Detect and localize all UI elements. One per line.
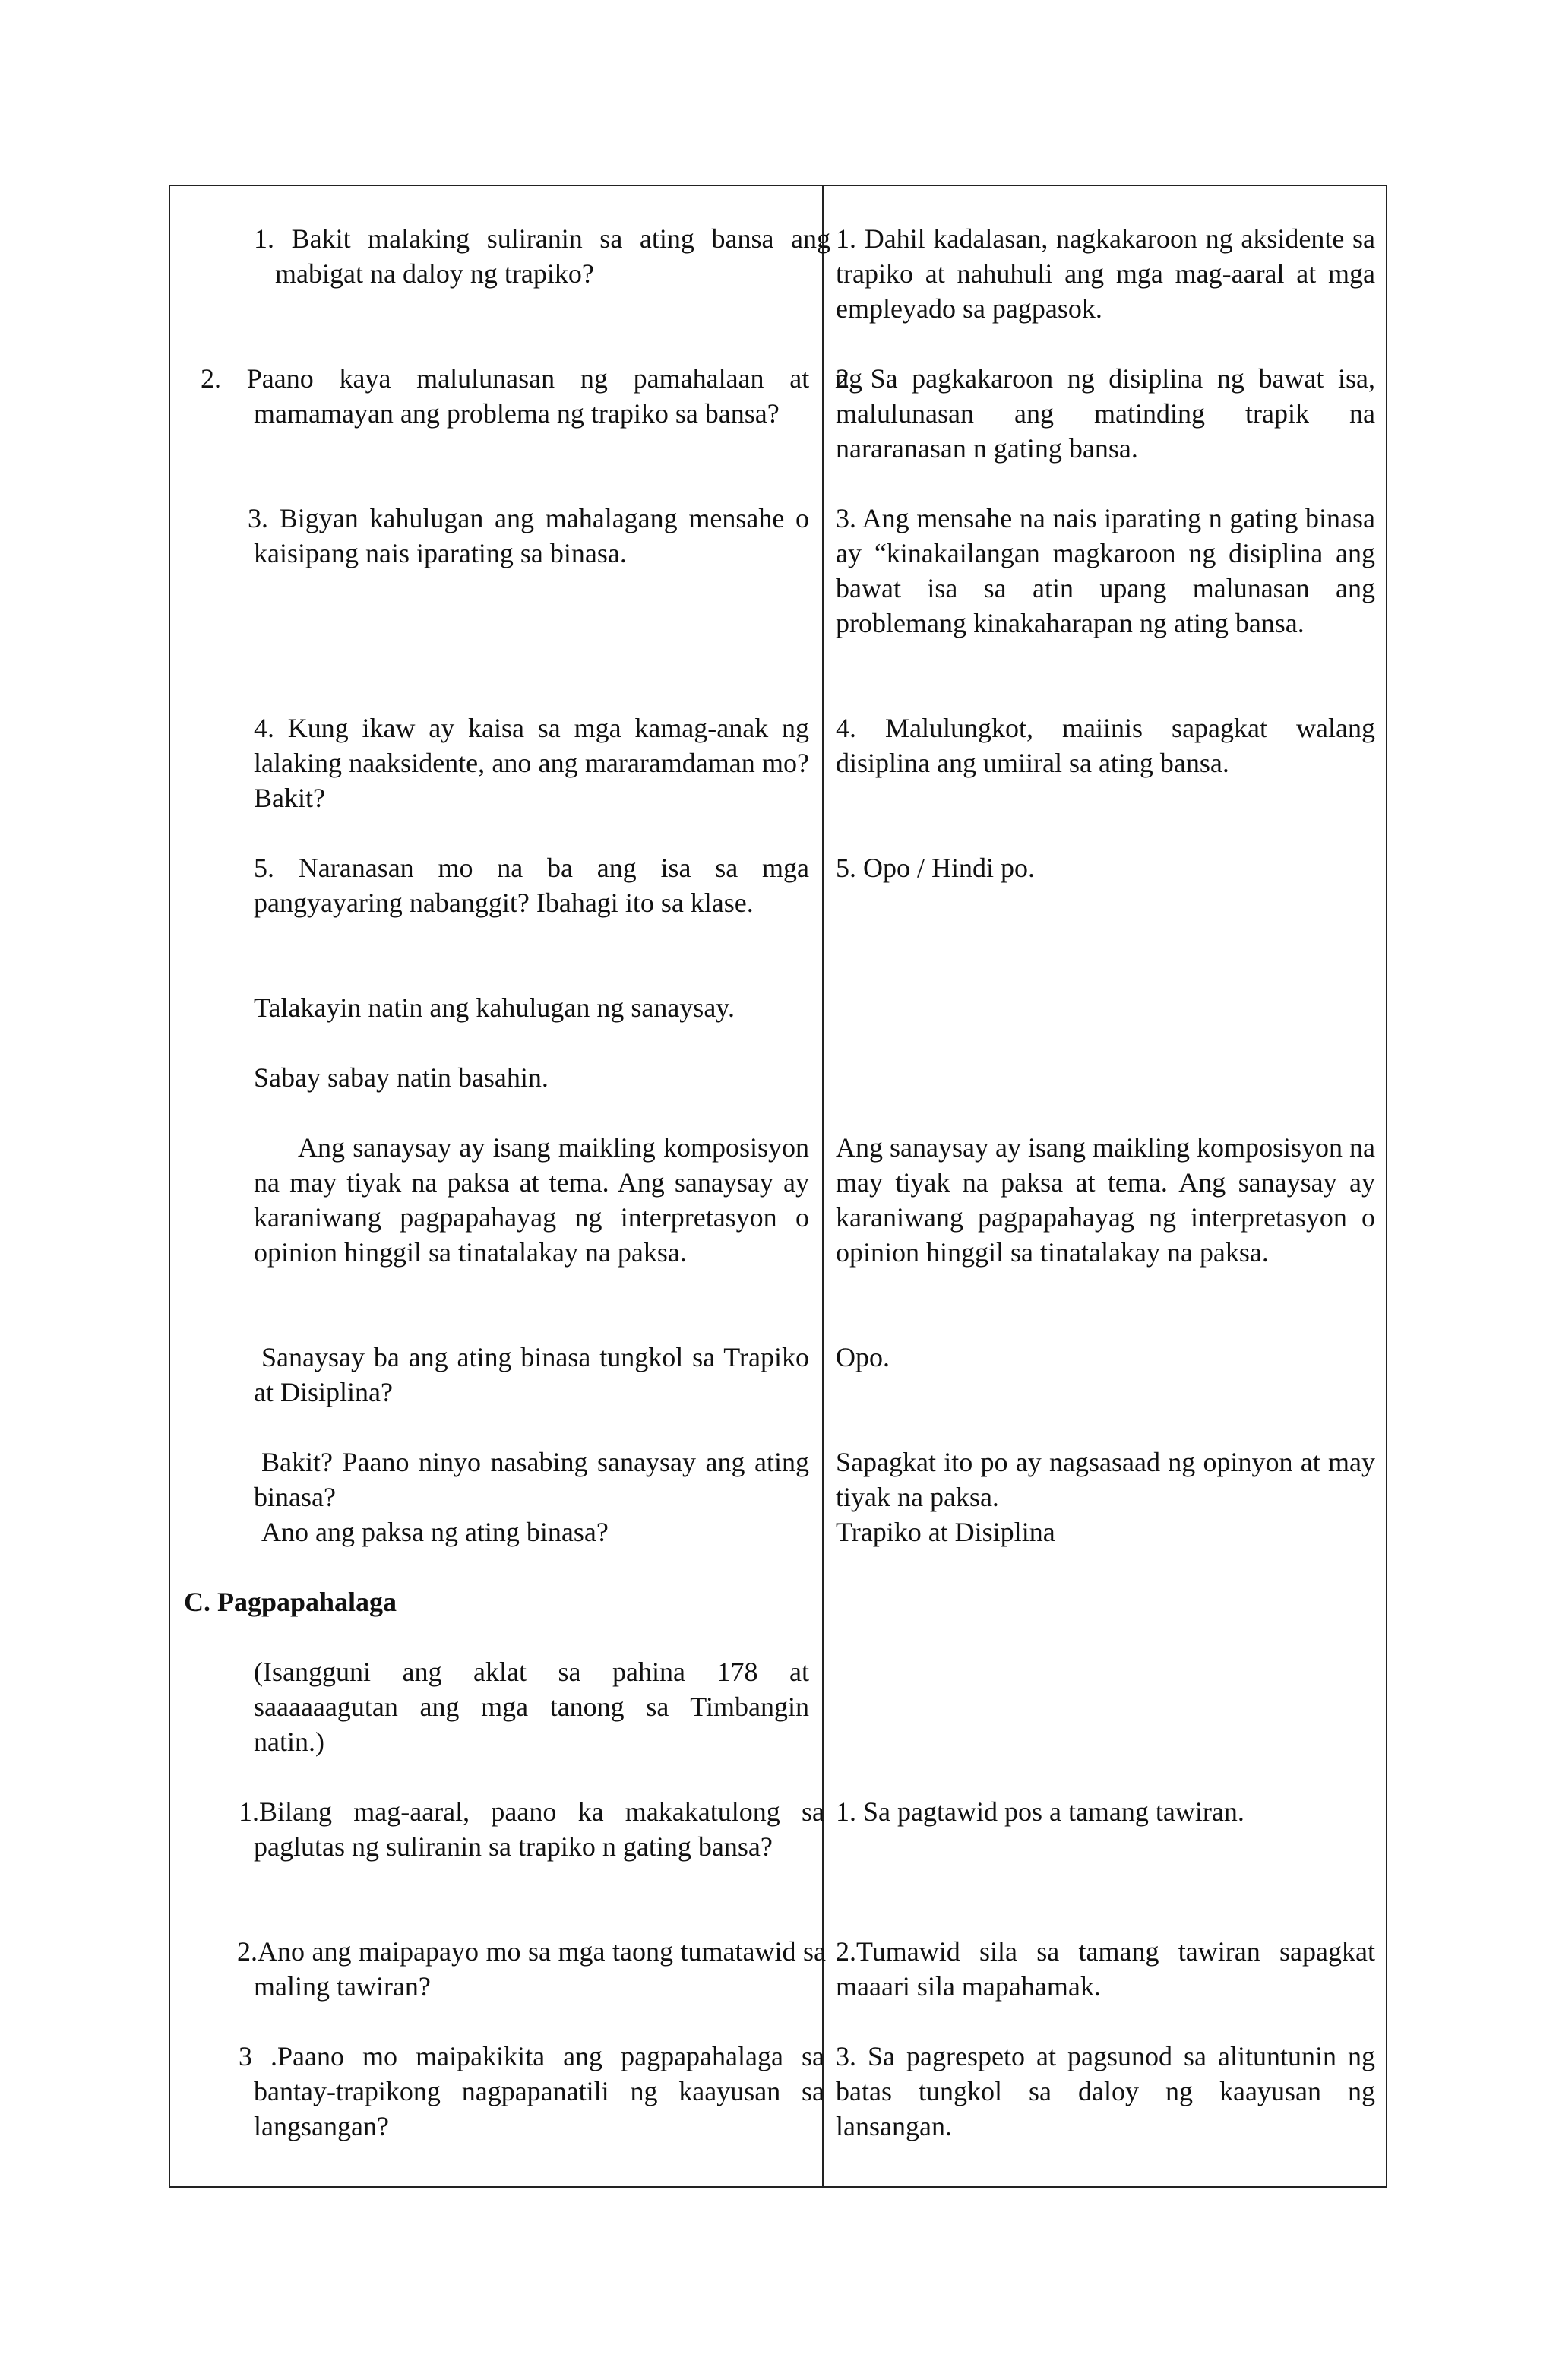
sanaysay-definition-left: Ang sanaysay ay isang maikling komposisyon na may tiyak na paksa at tema. Ang sanaysay ay karaniwang pagpapahayag ng interpretasyon o opinion hinggil sa tinatalakay na paksa. (254, 1132, 809, 1268)
bakit-paano-question: Bakit? Paano ninyo nasabing sanaysay ang ating binasa? (254, 1447, 809, 1512)
sanaysay-definition-right: Ang sanaysay ay isang maikling komposisyon na may tiyak na paksa at tema. Ang sanaysay ay karaniwang pagpapahayag ng interpretasyon o opinion hinggil sa tinatalakay na paksa. (836, 1132, 1375, 1268)
column-divider (822, 186, 824, 2186)
question-3: 3. Bigyan kahulugan ang mahalagang mensahe o kaisipang nais iparating sa binasa. (248, 503, 809, 568)
sanaysay-ba-question: Sanaysay ba ang ating binasa tungkol sa Trapiko at Disiplina? (254, 1342, 809, 1407)
pagpapahalaga-question-3: 3 .Paano mo maipakikita ang pagpapahalaga sa bantay-trapikong nagpapanatili ng kaayusan sa langsangan? (239, 2041, 824, 2141)
answer-paksa: Trapiko at Disiplina (836, 1517, 1055, 1547)
answer-opo: Opo. (836, 1342, 890, 1372)
pagpapahalaga-question-2: 2.Ano ang maipapayo mo sa mga taong tumatawid sa maling tawiran? (237, 1936, 826, 2002)
paksa-question: Ano ang paksa ng ating binasa? (261, 1517, 609, 1547)
isangguni-note: (Isangguni ang aklat sa pahina 178 at saaaaaagutan ang mga tanong sa Timbangin natin.) (254, 1657, 809, 1757)
pagpapahalaga-answer-1: 1. Sa pagtawid pos a tamang tawiran. (836, 1796, 1244, 1827)
section-c-heading: C. Pagpapahalaga (184, 1587, 397, 1617)
answer-1: 1. Dahil kadalasan, nagkakaroon ng aksidente sa trapiko at nahuhuli ang mga mag-aaral at mga empleyado sa pagpasok. (836, 223, 1375, 324)
question-4: 4. Kung ikaw ay kaisa sa mga kamag-anak ng lalaking naaksidente, ano ang mararamdaman mo? Bakit? (254, 713, 809, 813)
answer-5: 5. Opo / Hindi po. (836, 853, 1036, 883)
answer-sapagkat: Sapagkat ito po ay nagsasaad ng opinyon at may tiyak na paksa. (836, 1447, 1375, 1512)
sabay-line: Sabay sabay natin basahin. (254, 1062, 549, 1093)
question-5: 5. Naranasan mo na ba ang isa sa mga pangyayaring nabanggit? Ibahagi ito sa klase. (254, 853, 809, 918)
answer-2: 2. Sa pagkakaroon ng disiplina ng bawat isa, malulunasan ang matinding trapik na nararanasan n gating bansa. (836, 363, 1375, 464)
pagpapahalaga-answer-2: 2.Tumawid sila sa tamang tawiran sapagkat maaari sila mapahamak. (836, 1936, 1375, 2002)
answer-3: 3. Ang mensahe na nais iparating n gating binasa ay “kinakailangan magkaroon ng disiplina ang bawat isa sa atin upang malunasan ang problemang kinakaharapan ng ating bansa. (836, 503, 1375, 638)
question-1: 1. Bakit malaking suliranin sa ating bansa ang mabigat na daloy ng trapiko? (254, 223, 830, 289)
pagpapahalaga-answer-3: 3. Sa pagrespeto at pagsunod sa alituntunin ng batas tungkol sa daloy ng kaayusan ng lansangan. (836, 2041, 1375, 2141)
lesson-table (169, 185, 1387, 2188)
talakayin-line: Talakayin natin ang kahulugan ng sanaysay. (254, 992, 735, 1023)
question-2: 2. Paano kaya malulunasan ng pamahalaan at ng mamamayan ang problema ng trapiko sa bansa? (201, 363, 862, 429)
pagpapahalaga-question-1: 1.Bilang mag-aaral, paano ka makakatulong sa paglutas ng suliranin sa trapiko n gating bansa? (239, 1796, 824, 1862)
answer-4: 4. Malulungkot, maiinis sapagkat walang disiplina ang umiiral sa ating bansa. (836, 713, 1375, 778)
